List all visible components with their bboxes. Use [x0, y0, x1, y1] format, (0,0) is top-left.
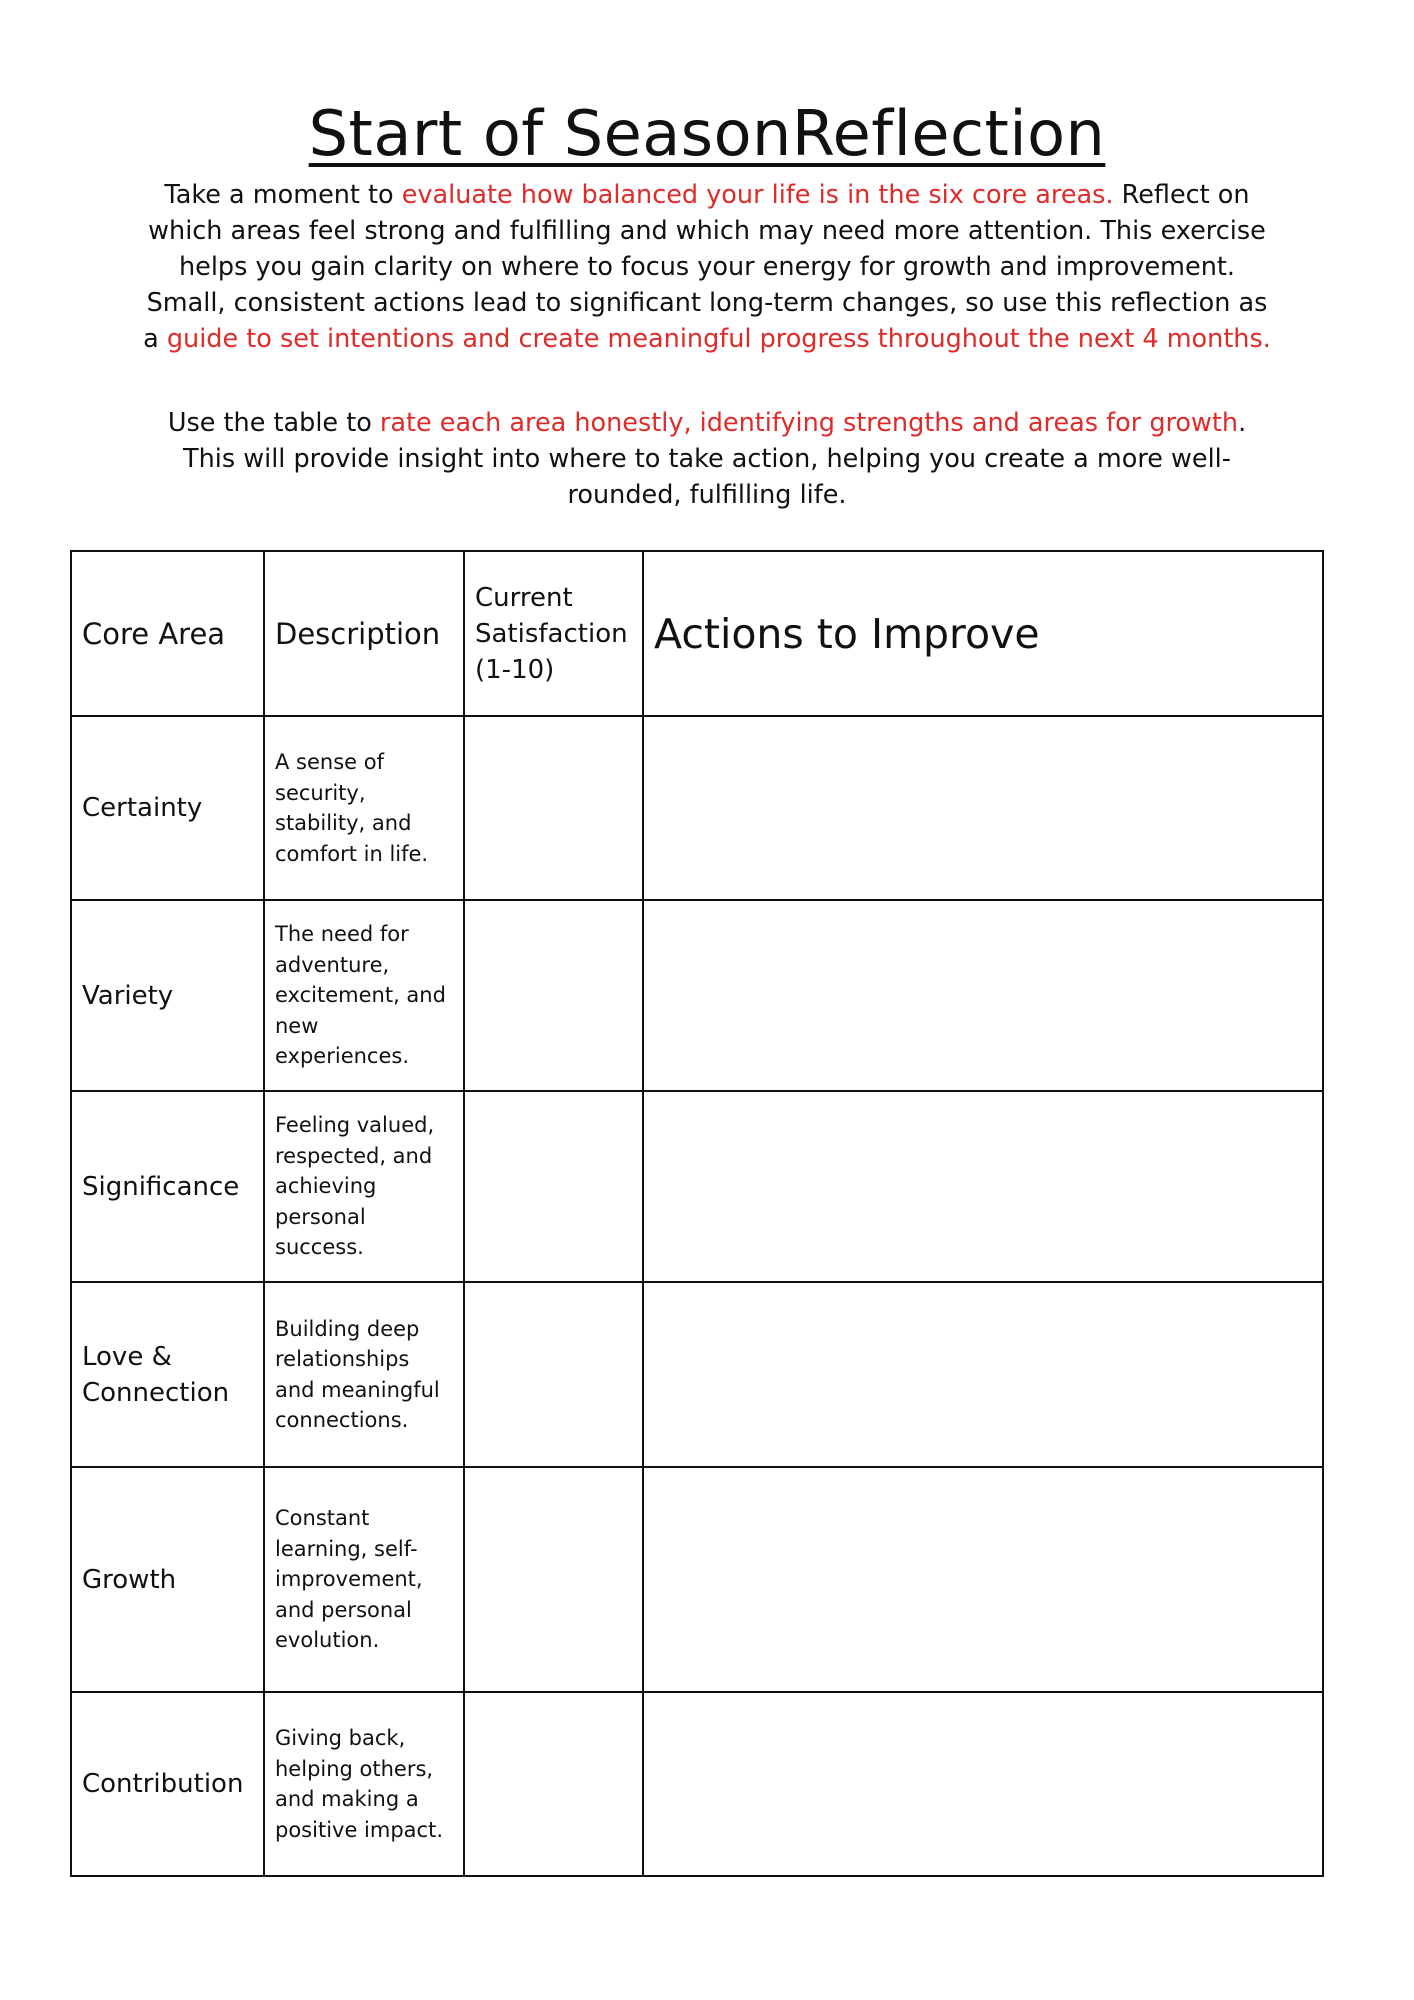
core-area-cell: Growth [71, 1467, 264, 1692]
header-satisfaction: Current Satisfaction (1-10) [464, 551, 643, 716]
core-area-cell: Significance [71, 1091, 264, 1282]
satisfaction-cell[interactable] [464, 716, 643, 900]
actions-cell[interactable] [643, 716, 1323, 900]
description-cell: The need for adventure, excitement, and new experiences. [264, 900, 464, 1091]
actions-cell[interactable] [643, 900, 1323, 1091]
description-cell: Giving back, helping others, and making a positive impact. [264, 1692, 464, 1876]
header-description: Description [264, 551, 464, 716]
description-cell: Building deep relationships and meaningful connections. [264, 1282, 464, 1467]
instructions-text: . This will provide insight into where to take action, helping you create a more well-rounded, fulfilling life. [183, 408, 1247, 510]
satisfaction-cell[interactable] [464, 1467, 643, 1692]
table-row [71, 716, 1323, 900]
header-actions: Actions to Improve [643, 551, 1323, 716]
table-row [71, 1091, 1323, 1282]
satisfaction-cell[interactable] [464, 1282, 643, 1467]
page-title: Start of SeasonReflection [308, 97, 1106, 170]
table-row [71, 1692, 1323, 1876]
instructions-text: Use the table to [167, 408, 380, 438]
satisfaction-cell[interactable] [464, 900, 643, 1091]
intro-paragraph [140, 177, 1274, 357]
description-cell: A sense of security, stability, and comfort in life. [264, 716, 464, 900]
description-cell: Feeling valued, respected, and achieving personal success. [264, 1091, 464, 1282]
table-row [71, 1467, 1323, 1692]
intro-text: Reflect on which areas feel strong and fulfilling and which may need more attention. This exercise helps you gain clarity on where to focus your energy for growth and improvement. Small, consistent actions lead to significant long-term changes, so use this reflection as a [143, 180, 1268, 354]
instructions-paragraph [140, 405, 1274, 513]
table-row [71, 1282, 1323, 1467]
table-row [71, 900, 1323, 1091]
instructions-highlight: rate each area honestly, identifying strengths and areas for growth [379, 408, 1239, 438]
intro-highlight: guide to set intentions and create meaningful progress throughout the next 4 months. [166, 324, 1271, 354]
core-area-cell: Love & Connection [71, 1282, 264, 1467]
actions-cell[interactable] [643, 1091, 1323, 1282]
core-area-cell: Variety [71, 900, 264, 1091]
intro-text: Take a moment to [164, 180, 402, 210]
core-area-cell: Certainty [71, 716, 264, 900]
table-header-row [71, 551, 1323, 716]
header-core-area: Core Area [71, 551, 264, 716]
actions-cell[interactable] [643, 1692, 1323, 1876]
actions-cell[interactable] [643, 1467, 1323, 1692]
satisfaction-cell[interactable] [464, 1692, 643, 1876]
actions-cell[interactable] [643, 1282, 1323, 1467]
intro-highlight: evaluate how balanced your life is in the six core areas. [401, 180, 1114, 210]
satisfaction-cell[interactable] [464, 1091, 643, 1282]
description-cell: Constant learning, self-improvement, and personal evolution. [264, 1467, 464, 1692]
core-area-cell: Contribution [71, 1692, 264, 1876]
reflection-table [70, 550, 1324, 1877]
